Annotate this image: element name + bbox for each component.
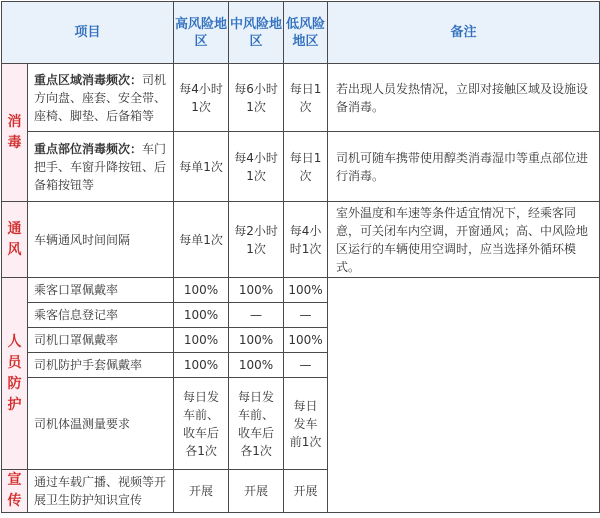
category-publicity: 宣 传: [2, 470, 28, 513]
item-driver-gloves: 司机防护手套佩戴率: [28, 353, 174, 378]
item-driver-temp: 司机体温测量要求: [28, 378, 174, 470]
low-risk-value: 每日发车前1次: [284, 378, 328, 470]
header-note: 备注: [328, 2, 600, 64]
table-row: [2, 278, 600, 303]
low-risk-value: 每日1次: [284, 64, 328, 132]
high-risk-value: 开展: [174, 470, 229, 513]
note-ventilation: 室外温度和车速等条件适宜情况下，经乘客同意，可关闭车内空调，开窗通风；高、中风险地区运行的车辆使用空调时，应当选择外循环模式。: [328, 202, 600, 278]
item-ventilation: 车辆通风时间间隔: [28, 202, 174, 278]
mid-risk-value: 100%: [229, 328, 284, 353]
mid-risk-value: 开展: [229, 470, 284, 513]
header-row: [2, 2, 600, 64]
high-risk-value: 100%: [174, 303, 229, 328]
mid-risk-value: —: [229, 303, 284, 328]
note-disinfect-part: 司机可随车携带使用醇类消毒湿巾等重点部位进行消毒。: [328, 132, 600, 202]
mid-risk-value: 每4小时1次: [229, 132, 284, 202]
item-disinfect-area: 重点区域消毒频次：司机方向盘、座套、安全带、座椅、脚垫、后备箱等: [28, 64, 174, 132]
item-publicity: 通过车载广播、视频等开展卫生防护知识宣传: [28, 470, 174, 513]
low-risk-value: —: [284, 303, 328, 328]
category-ventilate: 通 风: [2, 202, 28, 278]
note-empty: [328, 278, 600, 513]
low-risk-value: —: [284, 353, 328, 378]
item-disinfect-part: 重点部位消毒频次：车门把手、车窗升降按钮、后备箱按钮等: [28, 132, 174, 202]
category-disinfect: 消 毒: [2, 64, 28, 202]
high-risk-value: 每日发车前、收车后各1次: [174, 378, 229, 470]
header-item: 项目: [2, 2, 174, 64]
mid-risk-value: 每日发车前、收车后各1次: [229, 378, 284, 470]
table-row: [2, 64, 600, 132]
low-risk-value: 100%: [284, 278, 328, 303]
note-disinfect-area: 若出现人员发热情况，立即对接触区域及设施设备消毒。: [328, 64, 600, 132]
low-risk-value: 每4小时1次: [284, 202, 328, 278]
high-risk-value: 100%: [174, 328, 229, 353]
mid-risk-value: 100%: [229, 278, 284, 303]
header-mid-risk: 中风险地区: [229, 2, 284, 64]
high-risk-value: 100%: [174, 278, 229, 303]
low-risk-value: 100%: [284, 328, 328, 353]
mid-risk-value: 100%: [229, 353, 284, 378]
table-row: [2, 202, 600, 278]
table-row: [2, 132, 600, 202]
low-risk-value: 开展: [284, 470, 328, 513]
prevention-table: [1, 1, 600, 513]
header-high-risk: 高风险地区: [174, 2, 229, 64]
high-risk-value: 每单1次: [174, 132, 229, 202]
category-protect: 人 员 防 护: [2, 278, 28, 470]
item-passenger-info: 乘客信息登记率: [28, 303, 174, 328]
low-risk-value: 每日1次: [284, 132, 328, 202]
header-low-risk: 低风险地区: [284, 2, 328, 64]
item-driver-mask: 司机口罩佩戴率: [28, 328, 174, 353]
high-risk-value: 100%: [174, 353, 229, 378]
mid-risk-value: 每2小时1次: [229, 202, 284, 278]
high-risk-value: 每4小时1次: [174, 64, 229, 132]
mid-risk-value: 每6小时1次: [229, 64, 284, 132]
high-risk-value: 每单1次: [174, 202, 229, 278]
item-passenger-mask: 乘客口罩佩戴率: [28, 278, 174, 303]
